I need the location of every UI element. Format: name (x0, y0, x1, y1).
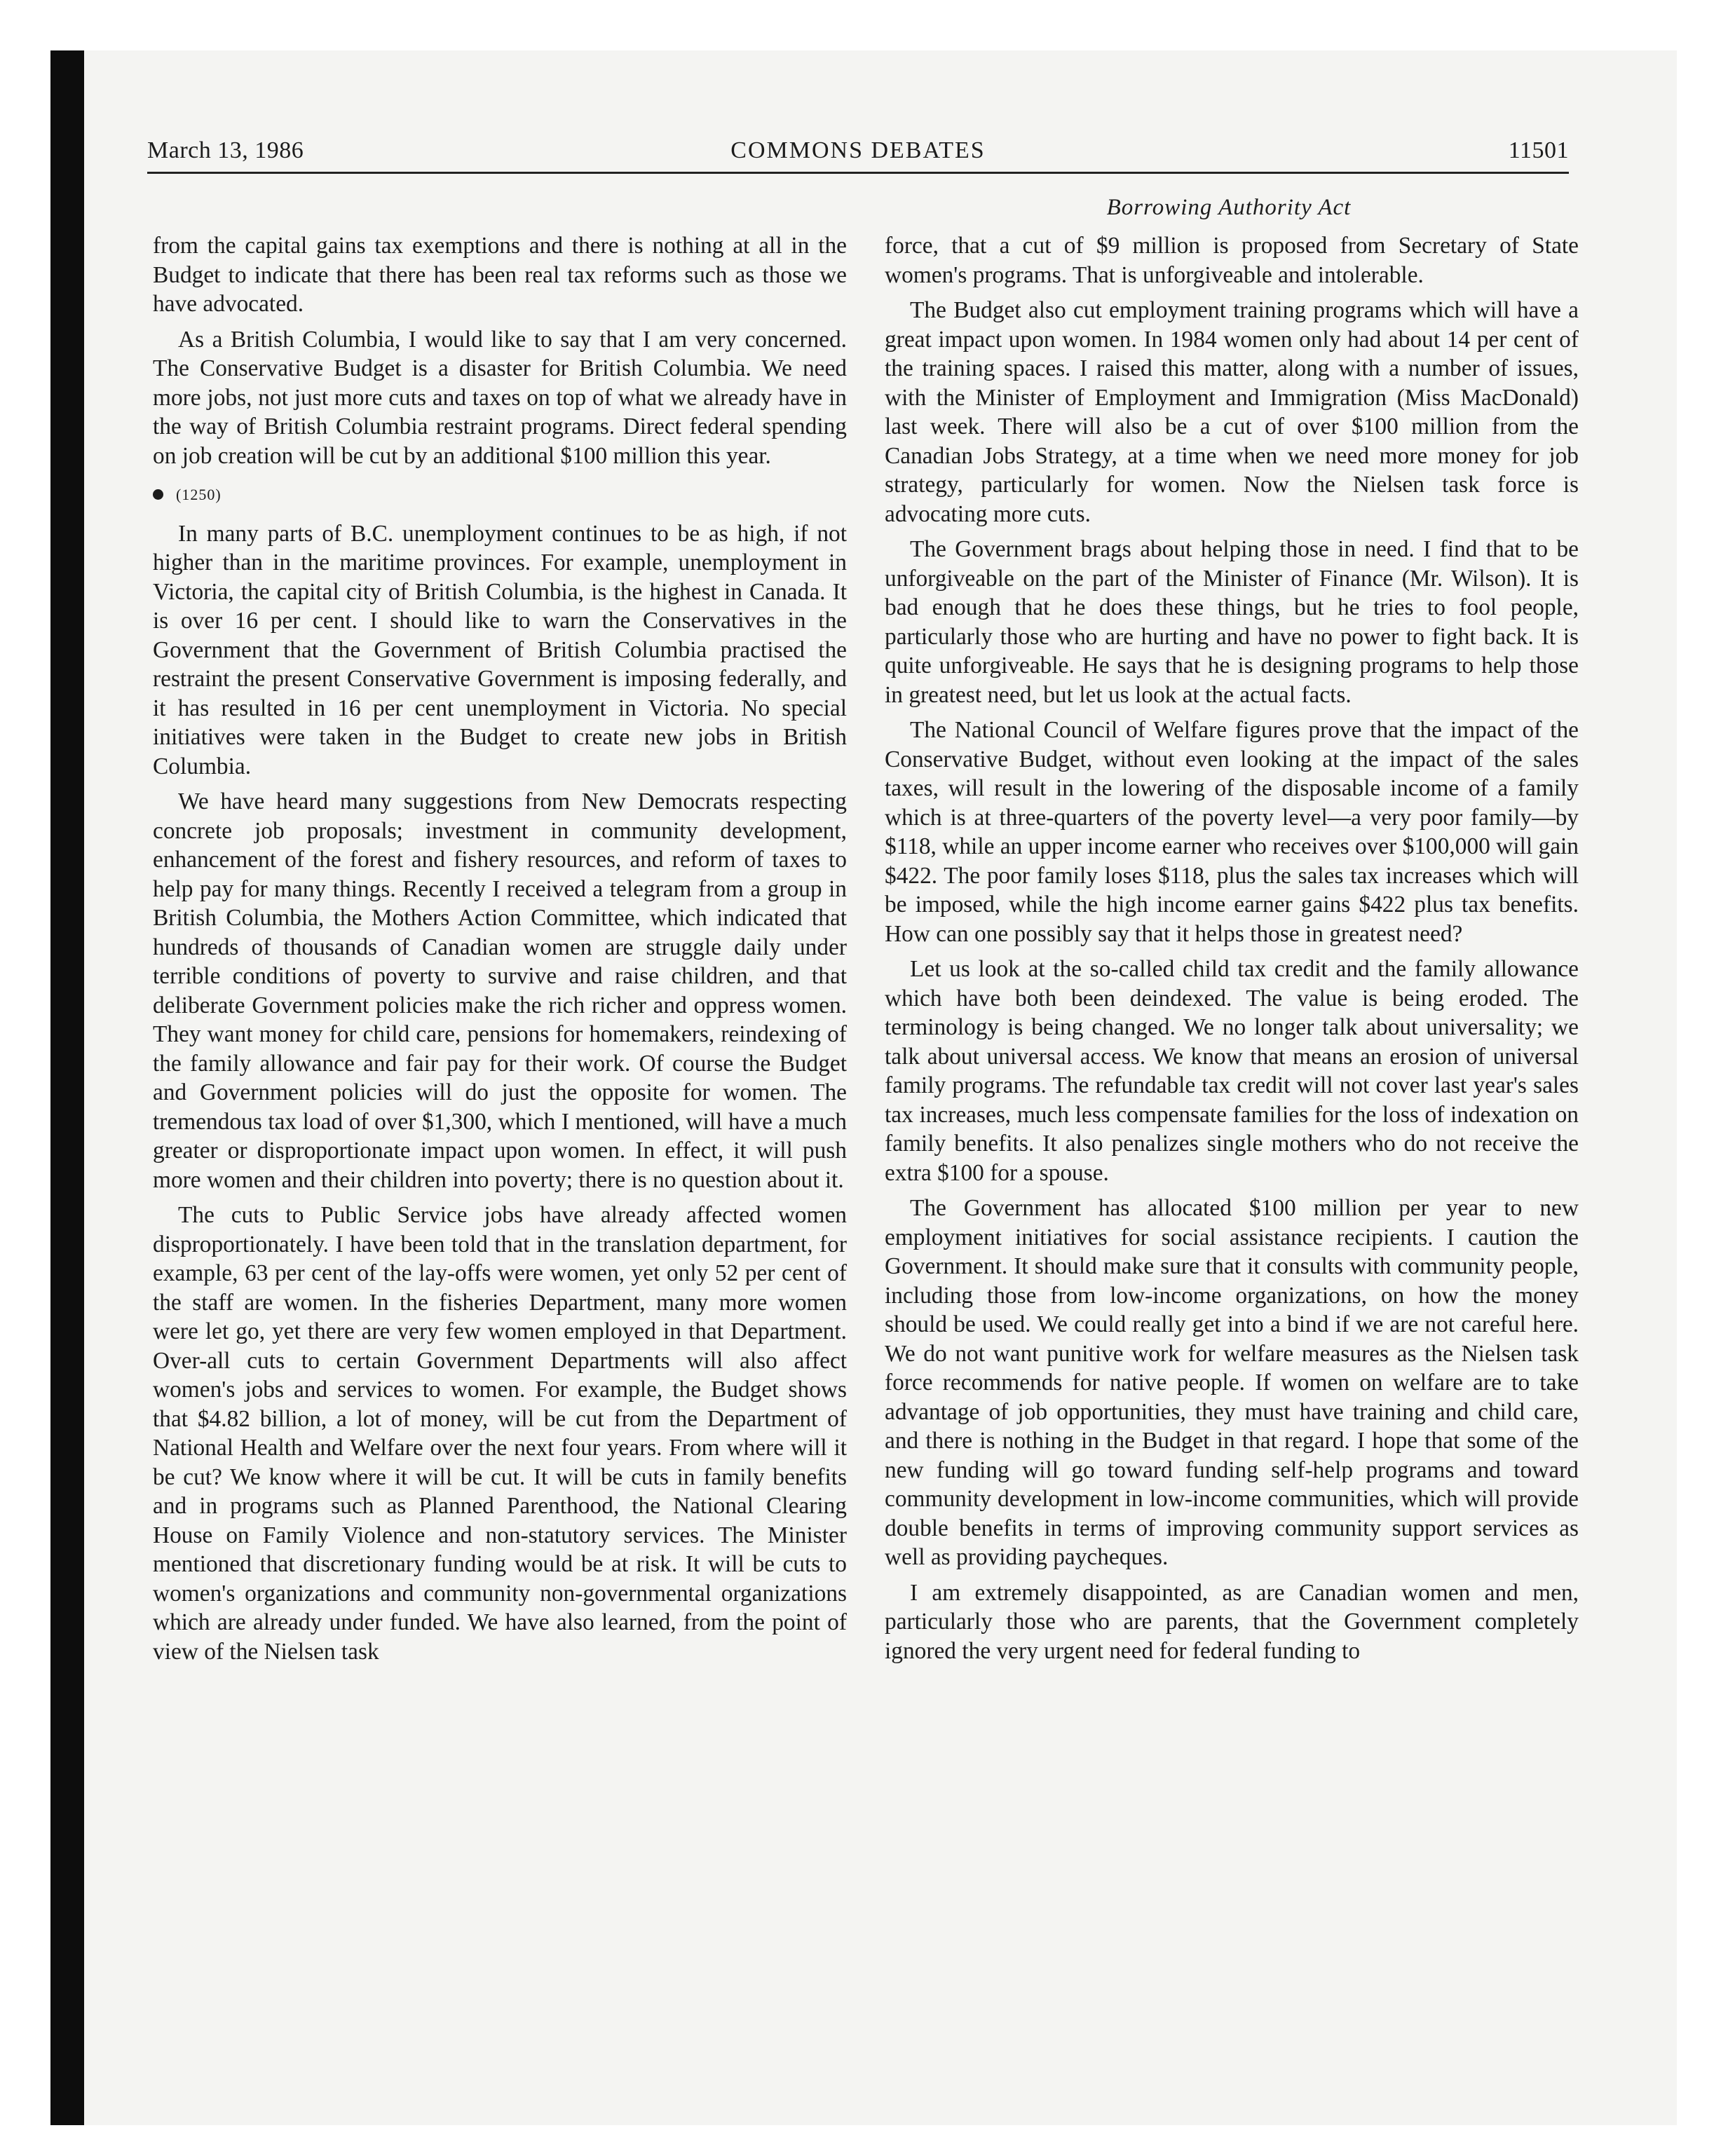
bullet-icon (153, 489, 163, 500)
time-marker-label: (1250) (176, 486, 222, 503)
header-date: March 13, 1986 (147, 137, 304, 163)
header-page-number: 11501 (1508, 137, 1569, 163)
paragraph: The Budget also cut employment training programs which will have a great impact upon women. In 1984 women only had about 14 per cent of the training spaces. I raised this matter, along with a number of issues, with the Minister of Employment and Immigration (Miss MacDonald) last week. There will also be a cut of over $100 million from the Canadian Jobs Strategy, at a time when we need more money for job strategy, particularly for women. Now the Nielsen task force is advocating more cuts. (885, 297, 1579, 527)
right-column (885, 231, 1579, 1672)
paragraph: We have heard many suggestions from New Democrats respecting concrete job proposals; investment in community development, enhancement of the forest and fishery resources, and reform of taxes to help pay for many things. Recently I received a telegram from a group in British Columbia, the Mothers Action Committee, which indicated that hundreds of thousands of Canadian women are struggle daily under terrible conditions of poverty to survive and raise children, and that deliberate Government policies make the rich richer and oppress women. They want money for child care, pensions for homemakers, reindexing of the family allowance and fair pay for their work. Of course the Budget and Government policies will do just the opposite for women. The tremendous tax load of over $1,300, which I mentioned, will have a much greater or disproportionate impact upon women. In effect, it will push more women and their children into poverty; there is no question about it. (153, 789, 847, 1193)
time-marker (153, 480, 847, 510)
paragraph: As a British Columbia, I would like to say that I am very concerned. The Conservative Budget is a disaster for British Columbia. We need more jobs, not just more cuts and taxes on top of what we already have in the way of British Columbia restraint programs. Direct federal spending on job creation will be cut by an additional $100 million this year. (153, 326, 847, 469)
running-head (147, 137, 1569, 174)
header-rule (147, 172, 1569, 174)
paragraph: In many parts of B.C. unemployment continues to be as high, if not higher than in the maritime provinces. For example, unemployment in Victoria, the capital city of British Columbia, is the highest in Canada. It is over 16 per cent. I should like to warn the Conservatives in the Government that the Government of British Columbia practised the restraint the present Conservative Government is imposing federally, and it has resulted in 16 per cent unemployment in Victoria. No special initiatives were taken in the Budget to create new jobs in British Columbia. (153, 520, 847, 779)
paragraph: from the capital gains tax exemptions and there is nothing at all in the Budget to indicate that there has been real tax reforms such as those we have advocated. (153, 233, 847, 317)
paragraph: The Government has allocated $100 million per year to new employment initiatives for social assistance recipients. I caution the Government. It should make sure that it consults with community people, including those from low-income organizations, on how the money should be used. We could really get into a bind if we are not careful here. We do not want punitive work for welfare measures as the Nielsen task force recommends for native people. If women on welfare are to take advantage of job opportunities, they must have training and child care, and there is nothing in the Budget in that regard. I hope that some of the new funding will go toward funding self-help programs and toward community development in low-income communities, which will provide double benefits in terms of improving community support services as well as providing paycheques. (885, 1195, 1579, 1570)
paragraph: Let us look at the so-called child tax credit and the family allowance which have both been deindexed. The value is being eroded. The terminology is being changed. We no longer talk about universality; we talk about universal access. We know that means an erosion of universal family programs. The refundable tax credit will not cover last year's sales tax increases, much less compensate families for the loss of indexation on family benefits. It also penalizes single mothers who do not receive the extra $100 for a spouse. (885, 956, 1579, 1186)
paragraph: force, that a cut of $9 million is proposed from Secretary of State women's programs. That is unforgiveable and intolerable. (885, 233, 1579, 288)
binding-edge (50, 50, 84, 2125)
section-subheading: Borrowing Authority Act (1106, 195, 1352, 220)
paragraph: The cuts to Public Service jobs have already affected women disproportionately. I have been told that in the translation department, for example, 63 per cent of the lay-offs were women, yet only 52 per cent of the staff are women. In the fisheries Department, many more women were let go, yet there are very few women employed in that Department. Over-all cuts to certain Government Departments will also affect women's jobs and services to women. For example, the Budget shows that $4.82 billion, a lot of money, will be cut from the Department of National Health and Welfare over the next four years. From where will it be cut? We know where it will be cut. It will be cuts in family benefits and in programs such as Planned Parenthood, the National Clearing House on Family Violence and non-statutory services. The Minister mentioned that discretionary funding would be at risk. It will be cuts to women's organizations and community non-governmental organizations which are already under funded. We have also learned, from the point of view of the Nielsen task (153, 1202, 847, 1665)
paragraph: I am extremely disappointed, as are Canadian women and men, particularly those who are parents, that the Government completely ignored the very urgent need for federal funding to (885, 1579, 1579, 1664)
header-publication: COMMONS DEBATES (730, 137, 986, 163)
paragraph: The National Council of Welfare figures prove that the impact of the Conservative Budget, without even looking at the impact of the sales taxes, will result in the lowering of the disposable income of a family which is at three-quarters of the poverty level—a very poor family—by $118, while an upper income earner who receives over $100,000 will gain $422. The poor family loses $118, plus the sales tax increases which will be imposed, while the high income earner gains $422 plus tax benefits. How can one possibly say that it helps those in greatest need? (885, 717, 1579, 947)
paragraph: The Government brags about helping those in need. I find that to be unforgiveable on the part of the Minister of Finance (Mr. Wilson). It is bad enough that he does these things, but he tries to fool people, particularly those who are hurting and have no power to fight back. It is quite unforgiveable. He says that he is designing programs to help those in greatest need, but let us look at the actual facts. (885, 536, 1579, 708)
left-column (153, 231, 847, 1672)
